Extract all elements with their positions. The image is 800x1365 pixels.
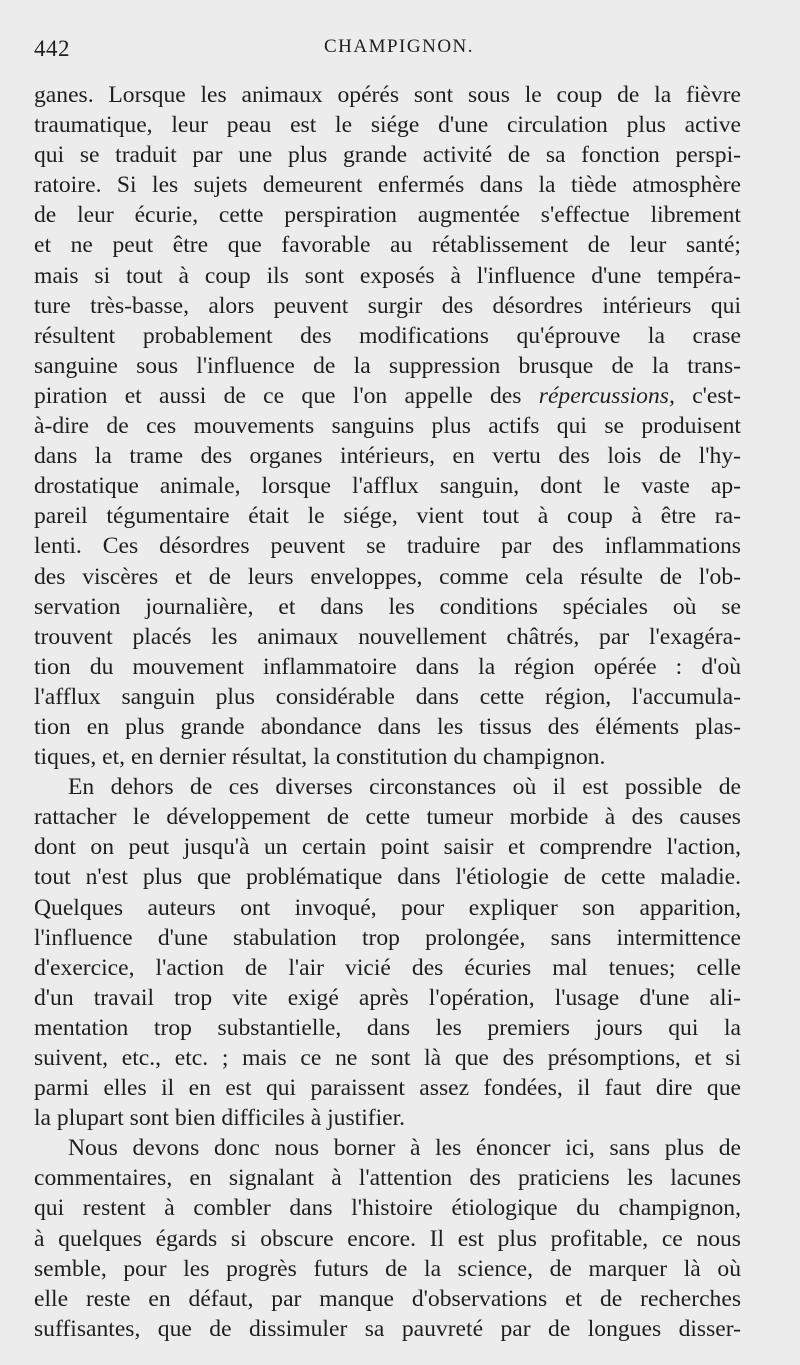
text-line: servation journalière, et dans les conditions spéciales où se [34,593,741,620]
text-line: ratoire. Si les sujets demeurent enfermés dans la tiède atmosphère [34,172,741,199]
text-line: tion du mouvement inflammatoire dans la région opérée : d'où [34,653,741,680]
text-line: ganes. Lorsque les animaux opérés sont sous le coup de la fièvre [34,82,741,108]
text-line: elle reste en défaut, par manque d'observations et de recherches [34,1285,741,1312]
text-line: d'exercice, l'action de l'air vicié des écuries mal tenues; celle [34,954,741,981]
paragraph-3 [34,1133,741,1344]
text-segment: c'est- [692,382,741,409]
text-line: suffisantes, que de dissimuler sa pauvreté par de longues disser- [34,1315,741,1342]
text-line: pareil tégumentaire était le siége, vient tout à coup à être ra- [34,503,741,530]
text-line: l'influence d'une stabulation trop prolongée, sans intermittence [34,924,741,951]
text-line: des viscères et de leurs enveloppes, comme cela résulte de l'ob- [34,563,741,590]
text-line: mais si tout à coup ils sont exposés à l'influence d'une tempéra- [34,262,741,289]
page-header [34,36,764,66]
text-line: sanguine sous l'influence de la suppression brusque de la trans- [34,352,741,379]
text-line: suivent, etc., etc. ; mais ce ne sont là que des présomptions, et si [34,1045,741,1071]
text-line: dans la trame des organes intérieurs, en vertu des lois de l'hy- [34,443,741,470]
italic-term: répercussions, [538,382,675,409]
text-line: ture très-basse, alors peuvent surgir des désordres intérieurs qui [34,292,741,319]
text-line: tiques, et, en dernier résultat, la constitution du champignon. [34,744,606,771]
running-head: CHAMPIGNON. [323,36,475,57]
text-line: mentation trop substantielle, dans les premiers jours qui la [34,1014,741,1041]
page-number: 442 [34,36,70,61]
text-line: drostatique animale, lorsque l'afflux sanguin, dont le vaste ap- [34,473,741,500]
text-line: lenti. Ces désordres peuvent se traduire par des inflammations [34,533,741,560]
text-line: commentaires, en signalant à l'attention des praticiens les lacunes [34,1165,741,1192]
text-line: à quelques égards si obscure encore. Il est plus profitable, ce nous [34,1225,741,1252]
text-line: traumatique, leur peau est le siége d'une circulation plus active [34,112,741,139]
text-line: résultent probablement des modifications qu'éprouve la crase [34,322,741,349]
text-line: parmi elles il en est qui paraissent assez fondées, il faut dire que [34,1075,741,1102]
text-line: la plupart sont bien difficiles à justifier. [34,1105,406,1132]
text-line: qui se traduit par une plus grande activité de sa fonction perspi- [34,142,741,169]
text-line: de leur écurie, cette perspiration augmentée s'effectue librement [34,202,741,229]
text-line: semble, pour les progrès futurs de la science, de marquer là où [34,1255,741,1282]
text-line: rattacher le développement de cette tumeur morbide à des causes [34,804,741,831]
paragraph-1 [34,80,741,772]
text-segment: piration et aussi de ce que l'on appelle des [34,382,522,409]
text-line: En dehors de ces diverses circonstances où il est possible de [68,774,741,801]
text-line: trouvent placés les animaux nouvellement châtrés, par l'exagéra- [34,623,741,650]
text-line: qui restent à combler dans l'histoire étiologique du champignon, [34,1195,741,1222]
text-line: Quelques auteurs ont invoqué, pour expliquer son apparition, [34,894,741,921]
text-line-with-italic [34,381,741,411]
text-line: Nous devons donc nous borner à les énoncer ici, sans plus de [68,1135,741,1162]
text-line: et ne peut être que favorable au rétablissement de leur santé; [34,232,741,259]
text-line: à-dire de ces mouvements sanguins plus actifs qui se produisent [34,413,741,440]
text-line: d'un travail trop vite exigé après l'opération, l'usage d'une ali- [34,984,741,1011]
paragraph-2 [34,772,741,1133]
text-line: tion en plus grande abondance dans les tissus des éléments plas- [34,713,741,740]
body-text [34,80,741,1344]
text-line: l'afflux sanguin plus considérable dans cette région, l'accumula- [34,683,741,710]
text-line: dont on peut jusqu'à un certain point saisir et comprendre l'action, [34,834,741,861]
text-line: tout n'est plus que problématique dans l'étiologie de cette maladie. [34,864,741,891]
